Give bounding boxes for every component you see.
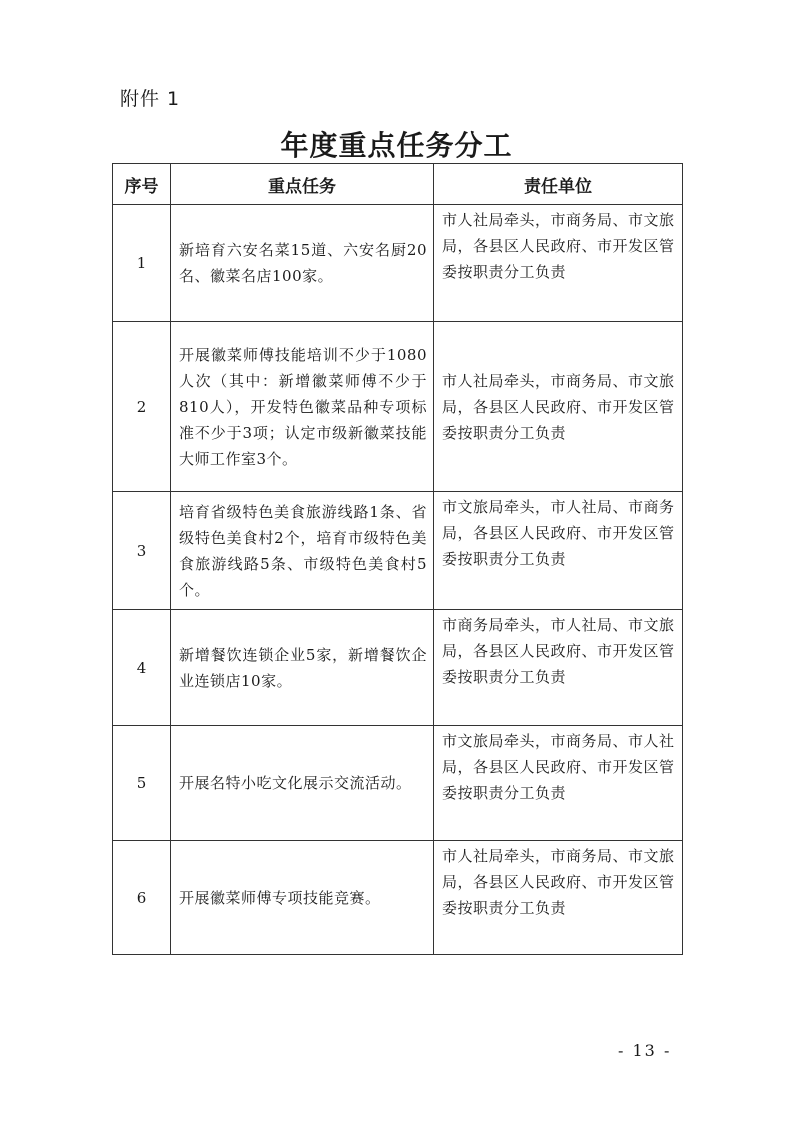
responsible-unit-cell: 市文旅局牵头，市人社局、市商务局，各县区人民政府、市开发区管委按职责分工负责 <box>434 492 683 610</box>
column-header-no: 序号 <box>113 164 171 205</box>
row-number: 1 <box>113 205 171 322</box>
row-number: 5 <box>113 726 171 841</box>
responsible-unit-cell: 市人社局牵头，市商务局、市文旅局，各县区人民政府、市开发区管委按职责分工负责 <box>434 841 683 955</box>
task-cell: 新增餐饮连锁企业5家，新增餐饮企业连锁店10家。 <box>171 610 434 726</box>
task-cell: 开展名特小吃文化展示交流活动。 <box>171 726 434 841</box>
task-table <box>112 163 683 955</box>
responsible-unit-cell: 市商务局牵头，市人社局、市文旅局，各县区人民政府、市开发区管委按职责分工负责 <box>434 610 683 726</box>
table-row <box>113 205 683 322</box>
table-row <box>113 492 683 610</box>
column-header-task: 重点任务 <box>171 164 434 205</box>
page-title: 年度重点任务分工 <box>280 129 513 162</box>
page-number: - 13 - <box>618 1041 672 1060</box>
attachment-label: 附件 1 <box>120 88 181 110</box>
task-cell: 培育省级特色美食旅游线路1条、省级特色美食村2个，培育市级特色美食旅游线路5条、市级特色美食村5个。 <box>171 492 434 610</box>
column-header-unit: 责任单位 <box>434 164 683 205</box>
table-header-row <box>113 164 683 205</box>
table-row <box>113 841 683 955</box>
task-cell: 开展徽菜师傅技能培训不少于1080人次（其中：新增徽菜师傅不少于810人），开发特色徽菜品种专项标准不少于3项；认定市级新徽菜技能大师工作室3个。 <box>171 322 434 492</box>
row-number: 3 <box>113 492 171 610</box>
row-number: 4 <box>113 610 171 726</box>
responsible-unit-cell: 市人社局牵头，市商务局、市文旅局，各县区人民政府、市开发区管委按职责分工负责 <box>434 322 683 492</box>
task-cell: 新培育六安名菜15道、六安名厨20名、徽菜名店100家。 <box>171 205 434 322</box>
task-cell: 开展徽菜师傅专项技能竞赛。 <box>171 841 434 955</box>
row-number: 6 <box>113 841 171 955</box>
row-number: 2 <box>113 322 171 492</box>
responsible-unit-cell: 市文旅局牵头，市商务局、市人社局，各县区人民政府、市开发区管委按职责分工负责 <box>434 726 683 841</box>
table-row <box>113 610 683 726</box>
table-row <box>113 322 683 492</box>
table-row <box>113 726 683 841</box>
responsible-unit-cell: 市人社局牵头，市商务局、市文旅局，各县区人民政府、市开发区管委按职责分工负责 <box>434 205 683 322</box>
